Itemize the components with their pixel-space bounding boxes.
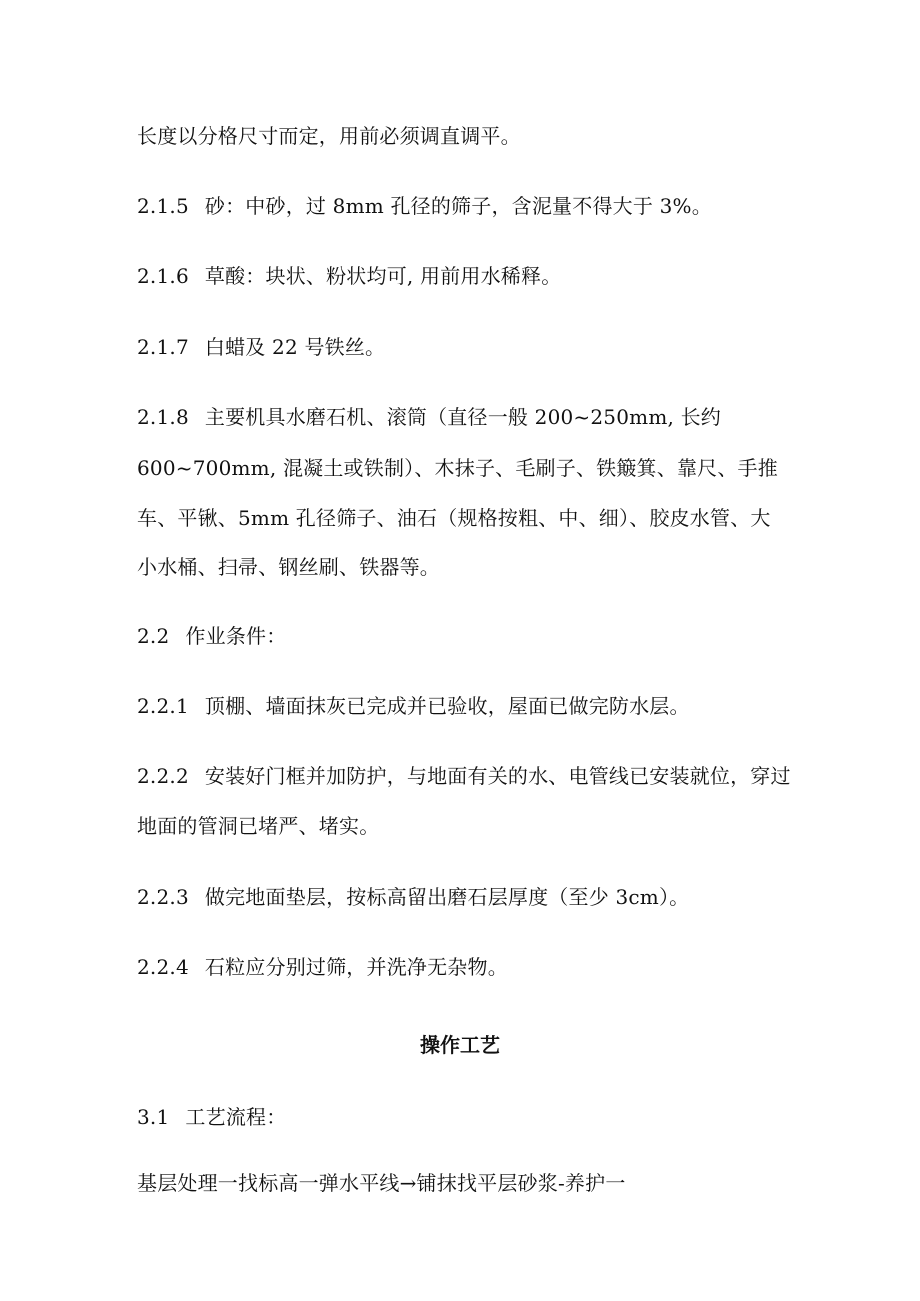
item-number: 2.1.7: [137, 335, 189, 359]
paragraph-2-2-1: [137, 693, 797, 719]
paragraph-3-1: [137, 1104, 797, 1130]
item-number: 2.2: [137, 624, 170, 648]
paragraph-2-1-7: [137, 334, 797, 360]
item-number: 2.2.1: [137, 694, 189, 718]
item-number: 2.1.5: [137, 194, 189, 218]
item-number: 2.1.8: [137, 405, 189, 429]
paragraph-2-1-8-line1: [137, 404, 797, 430]
item-text: 草酸：块状、粉状均可, 用前用水稀释。: [204, 264, 562, 288]
item-text: 石粒应分别过筛，并洗净无杂物。: [204, 955, 508, 979]
process-flow-line: 基层处理一找标高一弹水平线→铺抹找平层砂浆-养护一: [137, 1171, 626, 1195]
paragraph-2-2-2-line1: [137, 763, 797, 789]
item-number: 2.1.6: [137, 264, 189, 288]
paragraph-continuation: 长度以分格尺寸而定，用前必须调直调平。: [137, 124, 521, 148]
paragraph-2-2-2-line2: 地面的管洞已堵严、堵实。: [137, 814, 380, 838]
paragraph-2-1-8-line2: 600~700mm, 混凝土或铁制）、木抹子、毛刷子、铁簸箕、靠尺、手推: [137, 456, 778, 480]
item-text: 砂：中砂，过 8mm 孔径的筛子，含泥量不得大于 3%。: [204, 194, 712, 218]
item-number: 2.2.2: [137, 764, 189, 788]
item-text: 白蜡及 22 号铁丝。: [204, 335, 386, 359]
item-text: 工艺流程：: [185, 1105, 287, 1129]
item-number: 2.2.4: [137, 955, 189, 979]
item-text: 安装好门框并加防护，与地面有关的水、电管线已安装就位，穿过: [204, 764, 791, 788]
paragraph-2-2-3: [137, 884, 797, 910]
section-heading: 操作工艺: [420, 1033, 500, 1057]
paragraph-2-1-6: [137, 263, 797, 289]
paragraph-2-1-8-line3: 车、平锹、5mm 孔径筛子、油石（规格按粗、中、细）、胶皮水管、大: [137, 506, 771, 530]
item-text: 顶棚、墙面抹灰已完成并已验收，屋面已做完防水层。: [204, 694, 690, 718]
paragraph-2-1-8-line4: 小水桶、扫帚、钢丝刷、铁器等。: [137, 555, 440, 579]
paragraph-2-2: [137, 623, 797, 649]
item-number: 3.1: [137, 1105, 170, 1129]
item-text: 主要机具水磨石机、滚筒（直径一般 200~250mm, 长约: [204, 405, 721, 429]
item-number: 2.2.3: [137, 885, 189, 909]
paragraph-2-1-5: [137, 193, 797, 219]
item-text: 做完地面垫层，按标高留出磨石层厚度（至少 3cm）。: [204, 885, 690, 909]
paragraph-2-2-4: [137, 954, 797, 980]
item-text: 作业条件：: [185, 624, 287, 648]
